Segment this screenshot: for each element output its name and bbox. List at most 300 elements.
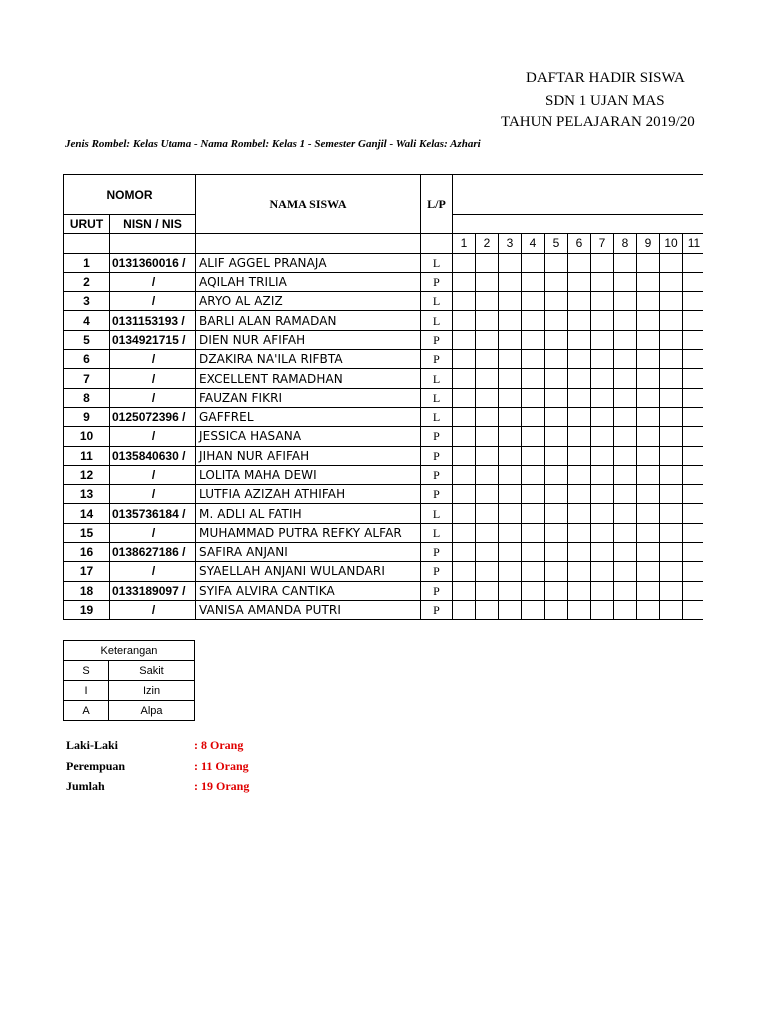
title-line-2: SDN 1 UJAN MAS bbox=[545, 93, 665, 109]
nisn-cell: / bbox=[110, 523, 196, 542]
student-row bbox=[64, 427, 706, 446]
attendance-sheet bbox=[63, 174, 706, 620]
attendance-cell[interactable] bbox=[453, 523, 476, 542]
day-number-cell: 10 bbox=[660, 234, 683, 253]
attendance-cell[interactable] bbox=[453, 446, 476, 465]
attendance-cell[interactable] bbox=[637, 427, 660, 446]
attendance-cell[interactable] bbox=[660, 600, 683, 619]
attendance-cell[interactable] bbox=[637, 581, 660, 600]
attendance-cell[interactable] bbox=[637, 600, 660, 619]
attendance-cell[interactable] bbox=[522, 272, 545, 291]
attendance-cell[interactable] bbox=[637, 446, 660, 465]
attendance-cell[interactable] bbox=[614, 504, 637, 523]
day-number-cell: 2 bbox=[476, 234, 499, 253]
attendance-cell[interactable] bbox=[499, 504, 522, 523]
attendance-cell[interactable] bbox=[637, 504, 660, 523]
row-number: 12 bbox=[64, 465, 110, 484]
nisn-cell: 0135736184 / bbox=[110, 504, 196, 523]
attendance-cell[interactable] bbox=[591, 562, 614, 581]
gender-cell: P bbox=[421, 427, 453, 446]
attendance-cell[interactable] bbox=[591, 543, 614, 562]
title-line-3: TAHUN PELAJARAN 2019/20 bbox=[501, 114, 695, 130]
student-name: DZAKIRA NA'ILA RIFBTA bbox=[196, 350, 421, 369]
attendance-cell[interactable] bbox=[453, 311, 476, 330]
attendance-cell[interactable] bbox=[522, 523, 545, 542]
attendance-cell[interactable] bbox=[614, 485, 637, 504]
attendance-cell[interactable] bbox=[476, 543, 499, 562]
attendance-cell[interactable] bbox=[476, 311, 499, 330]
student-row bbox=[64, 292, 706, 311]
attendance-cell[interactable] bbox=[614, 446, 637, 465]
gender-cell: P bbox=[421, 543, 453, 562]
attendance-cell[interactable] bbox=[522, 446, 545, 465]
nisn-cell: 0138627186 / bbox=[110, 543, 196, 562]
attendance-cell[interactable] bbox=[522, 504, 545, 523]
row-number: 16 bbox=[64, 543, 110, 562]
row-number: 6 bbox=[64, 350, 110, 369]
student-name: EXCELLENT RAMADHAN bbox=[196, 369, 421, 388]
attendance-cell[interactable] bbox=[637, 272, 660, 291]
attendance-cell[interactable] bbox=[499, 427, 522, 446]
attendance-cell[interactable] bbox=[476, 350, 499, 369]
attendance-cell[interactable] bbox=[591, 427, 614, 446]
attendance-cell[interactable] bbox=[591, 253, 614, 272]
attendance-cell[interactable] bbox=[453, 369, 476, 388]
attendance-cell[interactable] bbox=[499, 465, 522, 484]
student-row bbox=[64, 330, 706, 349]
attendance-cell[interactable] bbox=[453, 504, 476, 523]
attendance-cell[interactable] bbox=[660, 446, 683, 465]
student-name: DIEN NUR AFIFAH bbox=[196, 330, 421, 349]
attendance-cell[interactable] bbox=[568, 350, 591, 369]
day-number-cell: 5 bbox=[545, 234, 568, 253]
student-name: VANISA AMANDA PUTRI bbox=[196, 600, 421, 619]
attendance-cell[interactable] bbox=[476, 562, 499, 581]
attendance-cell[interactable] bbox=[453, 485, 476, 504]
row-number: 1 bbox=[64, 253, 110, 272]
student-row bbox=[64, 465, 706, 484]
student-row bbox=[64, 543, 706, 562]
attendance-cell[interactable] bbox=[545, 311, 568, 330]
attendance-cell[interactable] bbox=[522, 388, 545, 407]
gender-cell: P bbox=[421, 581, 453, 600]
attendance-cell[interactable] bbox=[453, 330, 476, 349]
attendance-cell[interactable] bbox=[660, 427, 683, 446]
gender-cell: P bbox=[421, 272, 453, 291]
attendance-cell[interactable] bbox=[476, 407, 499, 426]
student-row bbox=[64, 388, 706, 407]
student-name: AQILAH TRILIA bbox=[196, 272, 421, 291]
attendance-cell[interactable] bbox=[453, 543, 476, 562]
attendance-cell[interactable] bbox=[545, 562, 568, 581]
student-row bbox=[64, 311, 706, 330]
legend-code: S bbox=[64, 661, 109, 681]
attendance-cell[interactable] bbox=[637, 350, 660, 369]
student-row bbox=[64, 272, 706, 291]
student-row bbox=[64, 407, 706, 426]
attendance-cell[interactable] bbox=[614, 562, 637, 581]
nisn-cell: / bbox=[110, 292, 196, 311]
student-name: LUTFIA AZIZAH ATHIFAH bbox=[196, 485, 421, 504]
attendance-cell[interactable] bbox=[499, 446, 522, 465]
attendance-cell[interactable] bbox=[545, 446, 568, 465]
attendance-cell[interactable] bbox=[614, 311, 637, 330]
attendance-cell[interactable] bbox=[453, 388, 476, 407]
attendance-cell[interactable] bbox=[591, 330, 614, 349]
nisn-cell: / bbox=[110, 485, 196, 504]
attendance-cell[interactable] bbox=[660, 504, 683, 523]
attendance-cell[interactable] bbox=[499, 388, 522, 407]
attendance-cell[interactable] bbox=[476, 330, 499, 349]
day-number-row bbox=[64, 234, 706, 253]
attendance-cell[interactable] bbox=[660, 581, 683, 600]
attendance-cell[interactable] bbox=[545, 581, 568, 600]
attendance-cell[interactable] bbox=[545, 523, 568, 542]
attendance-cell[interactable] bbox=[568, 562, 591, 581]
student-name: SYAELLAH ANJANI WULANDARI bbox=[196, 562, 421, 581]
attendance-cell[interactable] bbox=[522, 253, 545, 272]
student-name: MUHAMMAD PUTRA REFKY ALFAR bbox=[196, 523, 421, 542]
attendance-cell[interactable] bbox=[545, 369, 568, 388]
student-name: M. ADLI AL FATIH bbox=[196, 504, 421, 523]
attendance-cell[interactable] bbox=[591, 407, 614, 426]
nisn-cell: / bbox=[110, 369, 196, 388]
attendance-cell[interactable] bbox=[660, 350, 683, 369]
attendance-cell[interactable] bbox=[591, 485, 614, 504]
attendance-cell[interactable] bbox=[568, 543, 591, 562]
student-row bbox=[64, 504, 706, 523]
gender-cell: L bbox=[421, 253, 453, 272]
attendance-cell[interactable] bbox=[591, 504, 614, 523]
attendance-cell[interactable] bbox=[614, 600, 637, 619]
attendance-cell[interactable] bbox=[476, 253, 499, 272]
attendance-cell[interactable] bbox=[499, 369, 522, 388]
attendance-cell[interactable] bbox=[545, 350, 568, 369]
attendance-cell[interactable] bbox=[591, 292, 614, 311]
attendance-cell[interactable] bbox=[637, 543, 660, 562]
attendance-cell[interactable] bbox=[476, 581, 499, 600]
attendance-cell[interactable] bbox=[591, 311, 614, 330]
attendance-cell[interactable] bbox=[614, 523, 637, 542]
row-number: 13 bbox=[64, 485, 110, 504]
nisn-cell: / bbox=[110, 427, 196, 446]
attendance-cell[interactable] bbox=[637, 330, 660, 349]
attendance-table bbox=[63, 174, 706, 620]
attendance-cell[interactable] bbox=[614, 272, 637, 291]
attendance-cell[interactable] bbox=[545, 465, 568, 484]
student-name: JIHAN NUR AFIFAH bbox=[196, 446, 421, 465]
student-name: LOLITA MAHA DEWI bbox=[196, 465, 421, 484]
header-attendance-sub bbox=[453, 215, 706, 234]
attendance-cell[interactable] bbox=[545, 485, 568, 504]
attendance-cell[interactable] bbox=[660, 388, 683, 407]
attendance-cell[interactable] bbox=[568, 388, 591, 407]
row-number: 7 bbox=[64, 369, 110, 388]
student-name: SYIFA ALVIRA CANTIKA bbox=[196, 581, 421, 600]
attendance-cell[interactable] bbox=[476, 427, 499, 446]
attendance-cell[interactable] bbox=[568, 407, 591, 426]
summary-value: : 11 Orang bbox=[194, 758, 249, 773]
summary-value: : 8 Orang bbox=[194, 738, 244, 752]
attendance-cell[interactable] bbox=[453, 253, 476, 272]
attendance-cell[interactable] bbox=[499, 407, 522, 426]
row-number: 8 bbox=[64, 388, 110, 407]
attendance-cell[interactable] bbox=[568, 253, 591, 272]
attendance-cell[interactable] bbox=[568, 272, 591, 291]
gender-cell: P bbox=[421, 485, 453, 504]
attendance-cell[interactable] bbox=[660, 407, 683, 426]
attendance-cell[interactable] bbox=[637, 465, 660, 484]
attendance-cell[interactable] bbox=[522, 581, 545, 600]
attendance-cell[interactable] bbox=[568, 446, 591, 465]
row-number: 10 bbox=[64, 427, 110, 446]
row-number: 17 bbox=[64, 562, 110, 581]
summary-label: Laki-Laki bbox=[66, 738, 119, 752]
attendance-cell[interactable] bbox=[568, 330, 591, 349]
nisn-cell: 0131360016 / bbox=[110, 253, 196, 272]
attendance-cell[interactable] bbox=[568, 504, 591, 523]
student-name: JESSICA HASANA bbox=[196, 427, 421, 446]
legend-label: Alpa bbox=[109, 701, 195, 721]
attendance-cell[interactable] bbox=[522, 465, 545, 484]
attendance-cell[interactable] bbox=[499, 272, 522, 291]
attendance-cell[interactable] bbox=[522, 330, 545, 349]
attendance-cell[interactable] bbox=[614, 581, 637, 600]
nisn-cell: / bbox=[110, 562, 196, 581]
attendance-cell[interactable] bbox=[522, 485, 545, 504]
attendance-cell[interactable] bbox=[637, 562, 660, 581]
student-row bbox=[64, 369, 706, 388]
attendance-cell[interactable] bbox=[660, 523, 683, 542]
header-attendance-span bbox=[453, 175, 706, 215]
attendance-cell[interactable] bbox=[453, 427, 476, 446]
student-name: FAUZAN FIKRI bbox=[196, 388, 421, 407]
attendance-cell[interactable] bbox=[522, 369, 545, 388]
attendance-cell[interactable] bbox=[591, 581, 614, 600]
nisn-cell: 0125072396 / bbox=[110, 407, 196, 426]
attendance-cell[interactable] bbox=[637, 523, 660, 542]
attendance-cell[interactable] bbox=[476, 272, 499, 291]
attendance-cell[interactable] bbox=[499, 292, 522, 311]
nisn-cell: 0135840630 / bbox=[110, 446, 196, 465]
attendance-cell[interactable] bbox=[614, 292, 637, 311]
attendance-cell[interactable] bbox=[476, 504, 499, 523]
attendance-cell[interactable] bbox=[522, 311, 545, 330]
legend-code: I bbox=[64, 681, 109, 701]
nisn-cell: / bbox=[110, 350, 196, 369]
attendance-cell[interactable] bbox=[476, 446, 499, 465]
attendance-cell[interactable] bbox=[476, 600, 499, 619]
attendance-cell[interactable] bbox=[476, 292, 499, 311]
attendance-cell[interactable] bbox=[476, 369, 499, 388]
nisn-cell: / bbox=[110, 272, 196, 291]
attendance-cell[interactable] bbox=[614, 465, 637, 484]
attendance-cell[interactable] bbox=[522, 562, 545, 581]
attendance-cell[interactable] bbox=[660, 543, 683, 562]
attendance-cell[interactable] bbox=[499, 253, 522, 272]
attendance-cell[interactable] bbox=[545, 407, 568, 426]
day-number-cell: 1 bbox=[453, 234, 476, 253]
header-nisn: NISN / NIS bbox=[110, 215, 196, 234]
attendance-cell[interactable] bbox=[591, 272, 614, 291]
attendance-cell[interactable] bbox=[453, 562, 476, 581]
attendance-cell[interactable] bbox=[522, 350, 545, 369]
attendance-cell[interactable] bbox=[499, 600, 522, 619]
attendance-cell[interactable] bbox=[614, 253, 637, 272]
student-row bbox=[64, 581, 706, 600]
attendance-cell[interactable] bbox=[591, 350, 614, 369]
attendance-cell[interactable] bbox=[637, 292, 660, 311]
nisn-cell: / bbox=[110, 465, 196, 484]
attendance-cell[interactable] bbox=[637, 388, 660, 407]
attendance-cell[interactable] bbox=[660, 562, 683, 581]
attendance-cell[interactable] bbox=[614, 350, 637, 369]
attendance-cell[interactable] bbox=[637, 311, 660, 330]
header-nomor: NOMOR bbox=[64, 175, 196, 215]
attendance-cell[interactable] bbox=[637, 485, 660, 504]
gender-cell: L bbox=[421, 407, 453, 426]
attendance-cell[interactable] bbox=[591, 465, 614, 484]
day-number-cell: 7 bbox=[591, 234, 614, 253]
attendance-cell[interactable] bbox=[568, 523, 591, 542]
attendance-cell[interactable] bbox=[522, 407, 545, 426]
attendance-cell[interactable] bbox=[660, 485, 683, 504]
attendance-cell[interactable] bbox=[545, 292, 568, 311]
attendance-cell[interactable] bbox=[499, 581, 522, 600]
row-number: 9 bbox=[64, 407, 110, 426]
attendance-cell[interactable] bbox=[499, 523, 522, 542]
day-number-cell: 3 bbox=[499, 234, 522, 253]
attendance-cell[interactable] bbox=[637, 407, 660, 426]
attendance-cell[interactable] bbox=[545, 272, 568, 291]
attendance-cell[interactable] bbox=[591, 369, 614, 388]
attendance-cell[interactable] bbox=[499, 562, 522, 581]
attendance-cell[interactable] bbox=[499, 330, 522, 349]
student-row bbox=[64, 562, 706, 581]
legend-label: Sakit bbox=[109, 661, 195, 681]
attendance-cell[interactable] bbox=[545, 600, 568, 619]
nisn-cell: / bbox=[110, 600, 196, 619]
attendance-cell[interactable] bbox=[545, 330, 568, 349]
attendance-cell[interactable] bbox=[476, 388, 499, 407]
attendance-cell[interactable] bbox=[545, 543, 568, 562]
attendance-cell[interactable] bbox=[453, 407, 476, 426]
attendance-cell[interactable] bbox=[660, 253, 683, 272]
attendance-cell[interactable] bbox=[591, 388, 614, 407]
attendance-cell[interactable] bbox=[568, 465, 591, 484]
attendance-cell[interactable] bbox=[476, 465, 499, 484]
attendance-cell[interactable] bbox=[660, 330, 683, 349]
header-urut: URUT bbox=[64, 215, 110, 234]
attendance-cell[interactable] bbox=[476, 485, 499, 504]
attendance-cell[interactable] bbox=[568, 369, 591, 388]
attendance-cell[interactable] bbox=[660, 369, 683, 388]
attendance-cell[interactable] bbox=[453, 292, 476, 311]
attendance-cell[interactable] bbox=[499, 543, 522, 562]
attendance-cell[interactable] bbox=[499, 311, 522, 330]
nisn-cell: 0131153193 / bbox=[110, 311, 196, 330]
row-number: 5 bbox=[64, 330, 110, 349]
attendance-cell[interactable] bbox=[660, 465, 683, 484]
row-number: 15 bbox=[64, 523, 110, 542]
nisn-cell: 0133189097 / bbox=[110, 581, 196, 600]
attendance-cell[interactable] bbox=[637, 253, 660, 272]
summary-label: Jumlah bbox=[66, 779, 105, 793]
nisn-cell: / bbox=[110, 388, 196, 407]
attendance-cell[interactable] bbox=[522, 292, 545, 311]
gender-cell: P bbox=[421, 350, 453, 369]
student-row bbox=[64, 600, 706, 619]
attendance-cell[interactable] bbox=[522, 543, 545, 562]
attendance-cell[interactable] bbox=[591, 600, 614, 619]
student-row bbox=[64, 446, 706, 465]
attendance-cell[interactable] bbox=[568, 600, 591, 619]
legend-code: A bbox=[64, 701, 109, 721]
gender-cell: L bbox=[421, 523, 453, 542]
attendance-cell[interactable] bbox=[499, 485, 522, 504]
attendance-cell[interactable] bbox=[453, 600, 476, 619]
attendance-cell[interactable] bbox=[660, 311, 683, 330]
gender-cell: L bbox=[421, 311, 453, 330]
student-name: BARLI ALAN RAMADAN bbox=[196, 311, 421, 330]
attendance-cell[interactable] bbox=[545, 253, 568, 272]
row-number: 14 bbox=[64, 504, 110, 523]
gender-cell: P bbox=[421, 330, 453, 349]
student-row bbox=[64, 485, 706, 504]
attendance-cell[interactable] bbox=[453, 350, 476, 369]
day-number-cell: 8 bbox=[614, 234, 637, 253]
attendance-cell[interactable] bbox=[522, 600, 545, 619]
attendance-cell[interactable] bbox=[522, 427, 545, 446]
attendance-cell[interactable] bbox=[568, 311, 591, 330]
attendance-cell[interactable] bbox=[591, 523, 614, 542]
attendance-cell[interactable] bbox=[499, 350, 522, 369]
student-name: SAFIRA ANJANI bbox=[196, 543, 421, 562]
attendance-cell[interactable] bbox=[453, 272, 476, 291]
attendance-cell[interactable] bbox=[568, 485, 591, 504]
attendance-cell[interactable] bbox=[545, 388, 568, 407]
attendance-cell[interactable] bbox=[614, 388, 637, 407]
attendance-cell[interactable] bbox=[476, 523, 499, 542]
attendance-cell[interactable] bbox=[614, 427, 637, 446]
row-number: 2 bbox=[64, 272, 110, 291]
attendance-cell[interactable] bbox=[545, 504, 568, 523]
header-lp: L/P bbox=[421, 175, 453, 234]
attendance-cell[interactable] bbox=[614, 407, 637, 426]
gender-cell: L bbox=[421, 369, 453, 388]
gender-cell: P bbox=[421, 600, 453, 619]
day-number-cell: 11 bbox=[683, 234, 706, 253]
student-name: GAFFREL bbox=[196, 407, 421, 426]
attendance-cell[interactable] bbox=[614, 369, 637, 388]
gender-cell: P bbox=[421, 562, 453, 581]
attendance-cell[interactable] bbox=[568, 581, 591, 600]
summary-value: : 19 Orang bbox=[194, 779, 250, 793]
attendance-cell[interactable] bbox=[453, 581, 476, 600]
attendance-cell[interactable] bbox=[614, 543, 637, 562]
attendance-cell[interactable] bbox=[591, 446, 614, 465]
attendance-cell[interactable] bbox=[660, 272, 683, 291]
student-row bbox=[64, 350, 706, 369]
attendance-cell[interactable] bbox=[453, 465, 476, 484]
attendance-cell[interactable] bbox=[660, 292, 683, 311]
attendance-cell[interactable] bbox=[568, 292, 591, 311]
row-number: 11 bbox=[64, 446, 110, 465]
attendance-cell[interactable] bbox=[637, 369, 660, 388]
attendance-cell[interactable] bbox=[545, 427, 568, 446]
attendance-cell[interactable] bbox=[568, 427, 591, 446]
attendance-cell[interactable] bbox=[614, 330, 637, 349]
